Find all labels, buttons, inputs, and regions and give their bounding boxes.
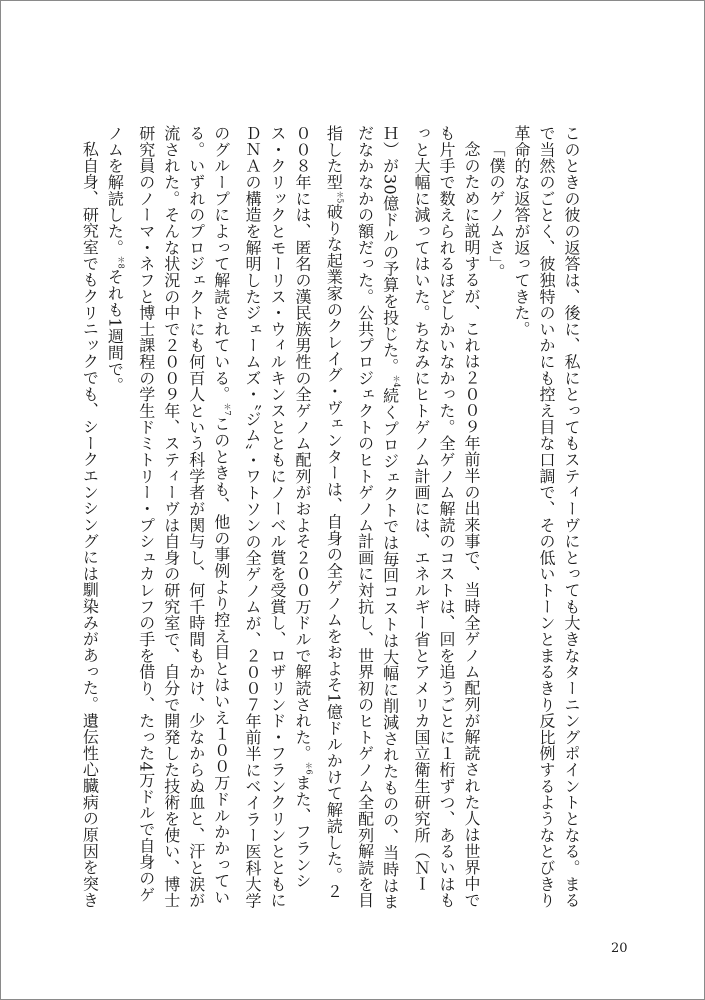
footnote-marker-5: ＊5 bbox=[335, 190, 345, 204]
page-number: 20 bbox=[611, 941, 628, 956]
paragraph-3-part-d: また、フランシス・クリックとモーリス・ウィルキンスとともにノーベル賞を受賞し、ロザリンド・フランクリンとともにＤＮＡの構造を解明したジェームズ・〝ジム〟・ワトソンの全ゲノムが、２００７年前半にベイラー医科大学のグループによって解読されている。 bbox=[211, 125, 313, 909]
paragraph-4: 私自身、研究室でもクリニックでも、シークエンシングには馴染みがあった。遺伝性心臓病の原因を突き bbox=[80, 141, 100, 909]
footnote-marker-6: ＊6 bbox=[304, 761, 314, 775]
footnote-marker-8: ＊8 bbox=[116, 255, 126, 269]
footnote-marker-7: ＊7 bbox=[223, 402, 233, 416]
quote-line: 「僕のゲノムさ」。 bbox=[487, 141, 506, 280]
paragraph-3-part-b: 続くプロジェクトでは毎回コストは大幅に削減されたものの、当時はまだなかなかの額だった。公共プロジェクトのヒトゲノム計画に対抗し、世界初のヒトゲノム全配列解読を目指した型 bbox=[324, 125, 400, 910]
paragraph-3-part-a: 念のために説明するが、これは２００９年前半の出来事で、当時全ゲノム配列が解読された人は世界中でも片手で数えられるほどしかいなかった。全ゲノム解読のコストは、回を追うごとに１桁ずつ、あるいはもっと大幅に減ってはいた。ちなみにヒトゲノム計画には、エネルギー省とアメリカ国立衛生研究所（ＮＩＨ）が30億ドルの予算を投じた。 bbox=[380, 125, 481, 909]
paragraph-3 bbox=[102, 125, 484, 915]
vertical-text-body bbox=[44, 125, 584, 915]
footnote-marker-4: ＊4 bbox=[392, 374, 401, 388]
paragraph-3-part-c: 破りな起業家のクレイグ・ヴェンターは、自身の全ゲノムをおよそ1億ドルかけて解読した。２００８年には、匿名の漢民族男性の全ゲノム配列がおよそ２００万ドルで解読された。 bbox=[293, 125, 344, 900]
paragraph-3-part-e: このときも、他の事例より控え目とはいえ１００万ドルかかっている。いずれのプロジェクトにも何百人という科学者が関与し、何千時間もかけ、少なからぬ血と、汗と涙が流された。そんな状況の中で２００９年、スティーヴは自身の研究室で、自分で開発した技術を使い、博士研究員のノーマ・ネフと博士課程の学生ドミトリー・プシュカレフの手を借り、たった4万ドルで自身のゲノムを解読した。 bbox=[105, 125, 231, 909]
paragraph-1: このときの彼の返答は、後に、私にとってもスティーヴにとっても大きなターニングポイントとなる。まるで当然のごとく、彼独特のいかにも控え目な口調で、その低いトーンとまるきり反比例するようなとびきり革命的な返答が返ってきた。 bbox=[512, 125, 581, 909]
paragraph-3-part-f: それも1週間で。 bbox=[105, 268, 125, 394]
